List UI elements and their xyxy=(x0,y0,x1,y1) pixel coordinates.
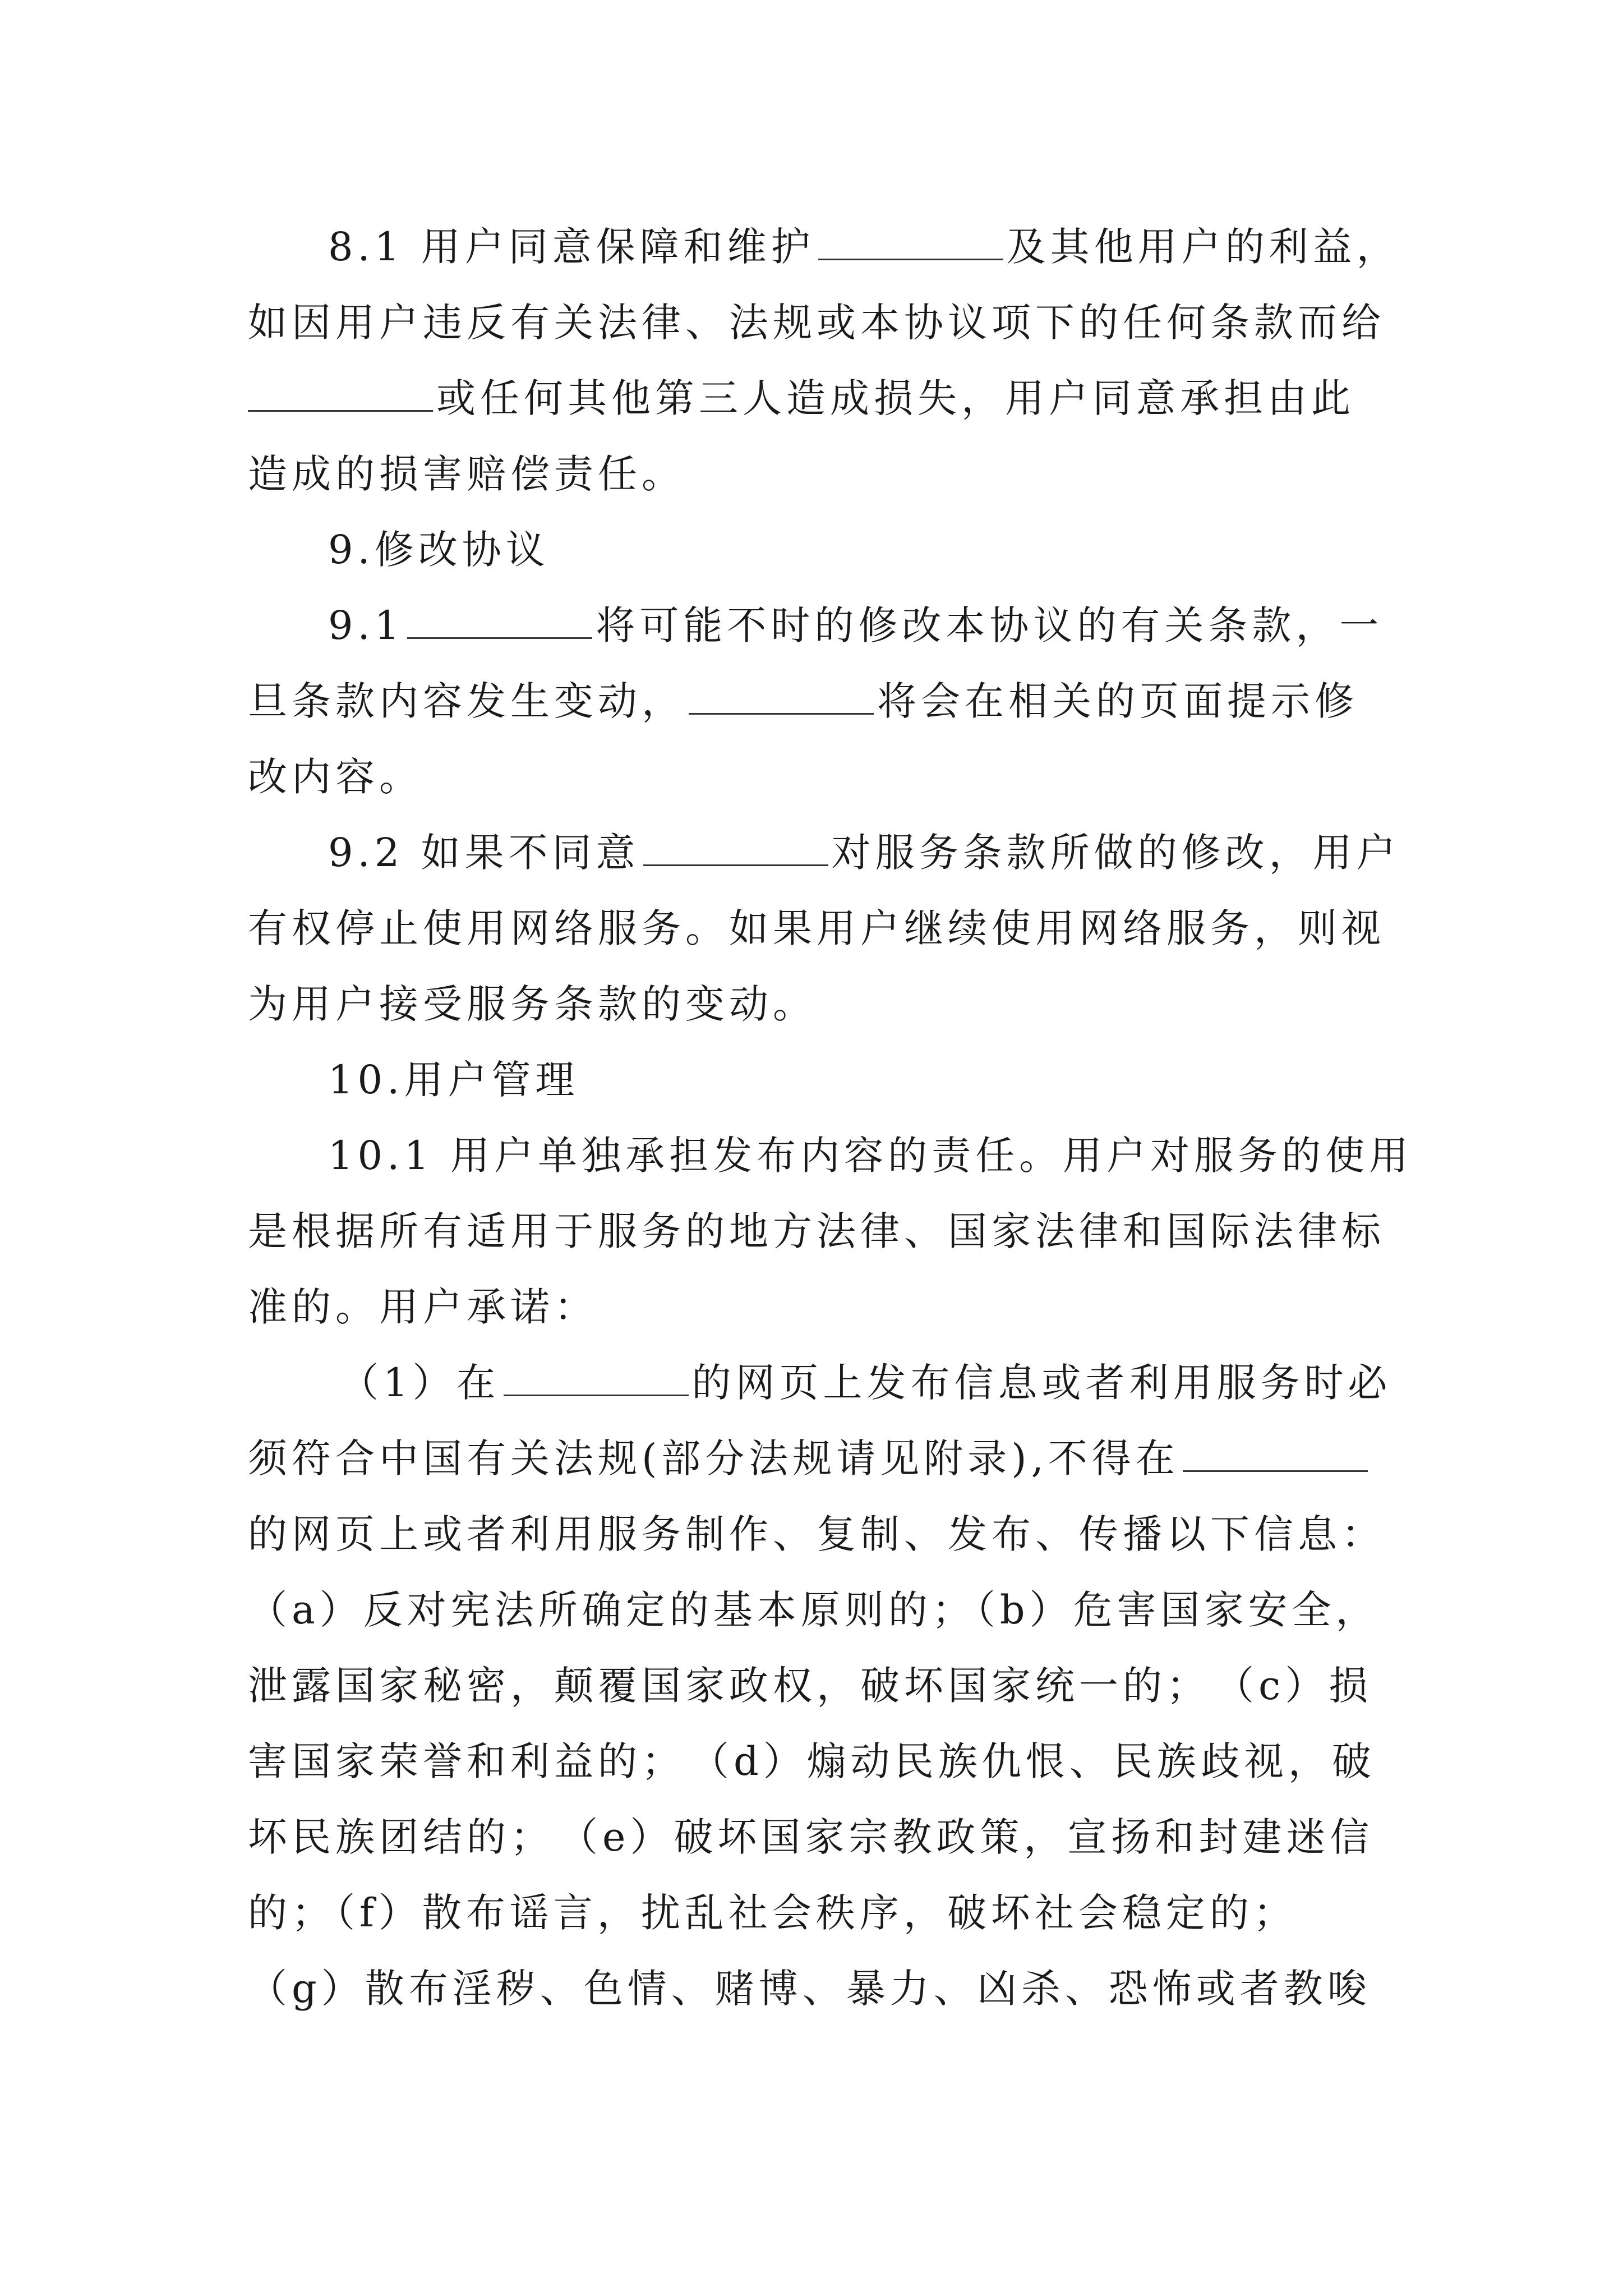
section-heading-9: 9.修改协议 xyxy=(328,527,550,573)
clause-8-1-line-1 xyxy=(328,219,1400,275)
clause-9-2-line-3: 为用户接受服务条款的变动。 xyxy=(248,981,817,1027)
clause-9-1-line-3: 改内容。 xyxy=(248,754,423,800)
section-heading-10: 10.用户管理 xyxy=(328,1057,579,1103)
clause-10-1-line-1: 10.1 用户单独承担发布内容的责任。用户对服务的使用 xyxy=(328,1133,1413,1179)
clause-10-1-line-2: 是根据所有适用于服务的地方法律、国家法律和国际法律标 xyxy=(248,1208,1385,1254)
text-segment: 9.1 xyxy=(328,602,404,648)
clause-9-1-line-1 xyxy=(328,597,1383,654)
item-1-line-4: （a）反对宪法所确定的基本原则的；（b）危害国家安全， xyxy=(248,1587,1380,1633)
fill-blank xyxy=(248,378,433,412)
item-1-line-8: 的；（f）散布谣言，扰乱社会秩序，破坏社会稳定的； xyxy=(248,1890,1297,1936)
clause-9-1-line-2 xyxy=(248,673,1358,729)
clause-8-1-line-3 xyxy=(248,370,1355,426)
text-segment: 对服务条款所做的修改，用户 xyxy=(831,830,1400,876)
fill-blank xyxy=(504,1362,689,1396)
item-1-line-9: （g）散布淫秽、色情、赌博、暴力、凶杀、恐怖或者教唆 xyxy=(248,1966,1371,2012)
text-segment: 8.1 用户同意保障和维护 xyxy=(328,224,815,270)
fill-blank xyxy=(643,832,828,866)
clause-9-2-line-2: 有权停止使用网络服务。如果用户继续使用网络服务，则视 xyxy=(248,905,1385,951)
item-1-line-6: 害国家荣誉和利益的； （d）煽动民族仇恨、民族歧视，破 xyxy=(248,1738,1376,1784)
text-segment: 旦条款内容发生变动， xyxy=(248,678,685,724)
fill-blank xyxy=(1183,1438,1368,1472)
text-segment: 9.2 如果不同意 xyxy=(328,830,640,876)
item-1-line-1 xyxy=(339,1355,1392,1411)
text-segment: 或任何其他第三人造成损失，用户同意承担由此 xyxy=(436,375,1355,421)
text-segment: 将可能不时的修改本协议的有关条款，一 xyxy=(596,602,1384,648)
clause-8-1-line-2: 如因用户违反有关法律、法规或本协议项下的任何条款而给 xyxy=(248,300,1385,346)
clause-10-1-line-3: 准的。用户承诺： xyxy=(248,1284,598,1330)
fill-blank xyxy=(818,226,1003,260)
text-segment: 的网页上发布信息或者利用服务时必 xyxy=(691,1360,1392,1406)
text-segment: （1）在 xyxy=(339,1360,500,1406)
item-1-line-3: 的网页上或者利用服务制作、复制、发布、传播以下信息： xyxy=(248,1511,1385,1557)
item-1-line-7: 坏民族团结的； （e）破坏国家宗教政策，宣扬和封建迷信 xyxy=(248,1814,1374,1860)
fill-blank xyxy=(689,680,874,715)
text-segment: 须符合中国有关法规(部分法规请见附录),不得在 xyxy=(248,1435,1179,1481)
clause-9-2-line-1 xyxy=(328,825,1400,881)
clause-8-1-line-4: 造成的损害赔偿责任。 xyxy=(248,451,685,497)
item-1-line-5: 泄露国家秘密，颠覆国家政权，破坏国家统一的； （c）损 xyxy=(248,1663,1373,1709)
item-1-line-2 xyxy=(248,1430,1371,1487)
text-segment: 将会在相关的页面提示修 xyxy=(877,678,1358,724)
text-segment: 及其他用户的利益， xyxy=(1006,224,1400,270)
fill-blank xyxy=(407,605,592,639)
